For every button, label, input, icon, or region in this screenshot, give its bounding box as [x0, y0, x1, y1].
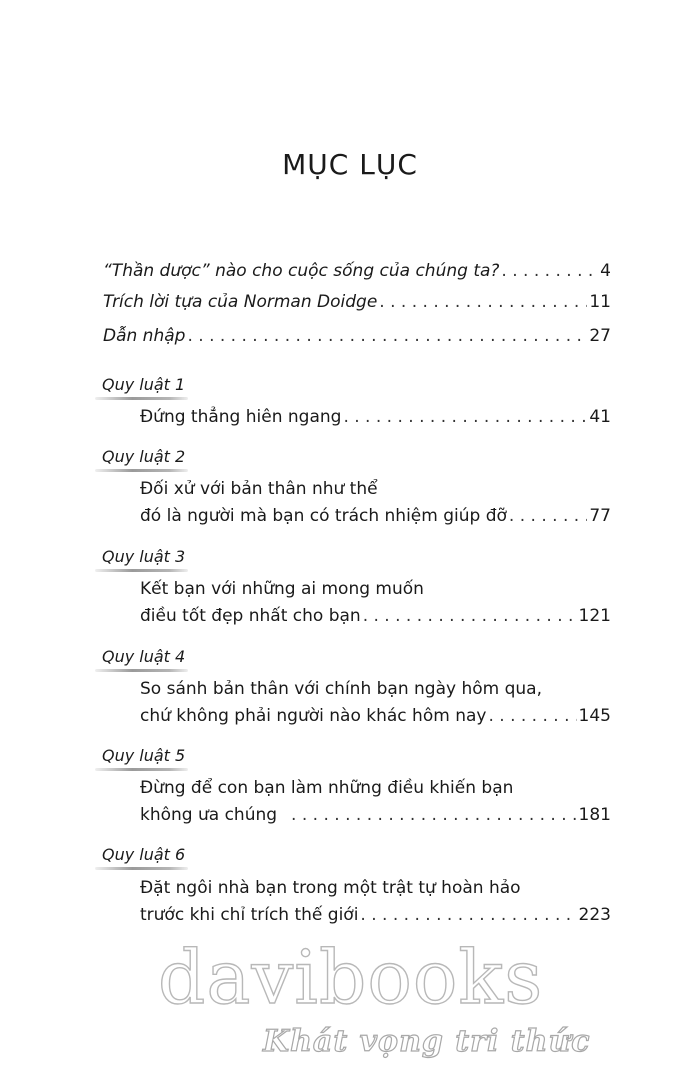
toc-entry-text: Đứng thẳng hiên ngang	[140, 407, 342, 427]
rule-underline	[95, 469, 188, 472]
toc-page-number: 4	[600, 261, 611, 281]
toc-entry-rule-4[interactable]	[140, 705, 611, 727]
page-title: MỤC LỤC	[282, 148, 418, 181]
toc-entry-rule-5[interactable]	[140, 804, 611, 826]
toc-entry-text: đó là người mà bạn có trách nhiệm giúp đỡ	[140, 506, 507, 526]
toc-entry-text: trước khi chỉ trích thế giới	[140, 905, 359, 925]
toc-page-number: 145	[578, 706, 611, 726]
toc-entry-text: Đối xử với bản thân như thể	[140, 479, 378, 499]
rule-label: Quy luật 1	[102, 375, 186, 394]
toc-entry-rule-6[interactable]	[140, 904, 611, 926]
toc-page-number: 11	[589, 292, 611, 312]
toc-entry-preface[interactable]	[103, 291, 611, 313]
watermark-brand: davibooks	[158, 935, 544, 1021]
toc-entry-text: Kết bạn với những ai mong muốn	[140, 579, 424, 599]
toc-page-number: 121	[578, 606, 611, 626]
rule-underline	[95, 669, 188, 672]
toc-entry-text: Dẫn nhập	[103, 326, 186, 346]
rule-label: Quy luật 4	[102, 647, 186, 666]
rule-underline	[95, 867, 188, 870]
rule-label: Quy luật 3	[102, 547, 186, 566]
toc-entry-text: So sánh bản thân với chính bạn ngày hôm qua,	[140, 679, 542, 699]
toc-entry-text: Đặt ngôi nhà bạn trong một trật tự hoàn hảo	[140, 878, 521, 898]
rule-underline	[95, 397, 188, 400]
toc-entry-text: “Thần dược” nào cho cuộc sống của chúng ta?	[103, 261, 500, 281]
rule-label: Quy luật 2	[102, 447, 186, 466]
toc-entry-text: Trích lời tựa của Norman Doidge	[103, 292, 378, 312]
toc-page-number: 181	[578, 805, 611, 825]
toc-entry-rule-1[interactable]	[140, 406, 611, 428]
toc-entry-text: chứ không phải người nào khác hôm nay	[140, 706, 487, 726]
toc-entry-rule-2[interactable]	[140, 505, 611, 527]
toc-entry-text: điều tốt đẹp nhất cho bạn	[140, 606, 361, 626]
toc-entry-text: không ưa chúng	[140, 805, 278, 825]
toc-entry-rule-3[interactable]	[140, 605, 611, 627]
toc-entry-text: Đừng để con bạn làm những điều khiến bạn	[140, 778, 514, 798]
rule-underline	[95, 569, 188, 572]
toc-page-number: 77	[589, 506, 611, 526]
watermark-slogan: Khát vọng tri thức	[263, 1024, 591, 1059]
toc-page-number: 27	[589, 326, 611, 346]
toc-entry-introduction[interactable]	[103, 325, 611, 347]
rule-label: Quy luật 5	[102, 746, 186, 765]
toc-page-number: 41	[589, 407, 611, 427]
rule-underline	[95, 768, 188, 771]
toc-page-number: 223	[578, 905, 611, 925]
rule-label: Quy luật 6	[102, 845, 186, 864]
toc-entry-foreword[interactable]	[103, 260, 611, 282]
